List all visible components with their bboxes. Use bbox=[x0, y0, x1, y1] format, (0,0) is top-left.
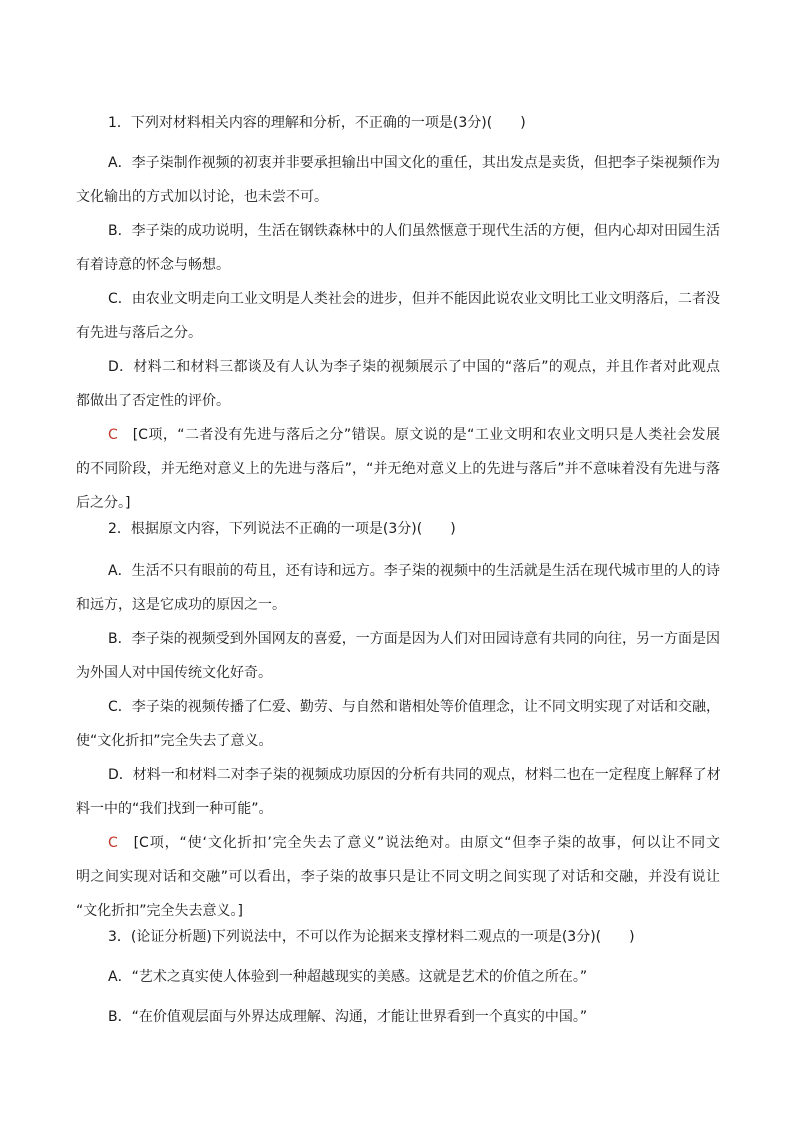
question-1-stem: 1．下列对材料相关内容的理解和分析，不正确的一项是(3分)( ) bbox=[108, 115, 526, 131]
question-1-option-a: A．李子柒制作视频的初衷并非要承担输出中国文化的重任，其出发点是卖货，但把李子柒视频作为 文化输出的方式加以讨论，也未尝不可。 bbox=[76, 155, 720, 205]
answer-letter: C bbox=[108, 835, 118, 851]
question-3-stem: 3．(论证分析题)下列说法中，不可以作为论据来支撑材料二观点的一项是(3分)( ) bbox=[108, 929, 635, 945]
question-2-explanation: C [C项，“使‘文化折扣’完全失去了意义”说法绝对。由原文“但李子柒的故事，何以让不同文 明之间实现对话和交融”可以看出，李子柒的故事只是让不同文明之间实现了对话和交融，并没有说让 “文化折扣”完全失去意义。] bbox=[76, 835, 721, 919]
question-2-option-b: B．李子柒的视频受到外国网友的喜爱，一方面是因为人们对田园诗意有共同的向往，另一方面是因 为外国人对中国传统文化好奇。 bbox=[76, 631, 720, 681]
answer-letter: C bbox=[108, 427, 118, 443]
question-1-option-b: B．李子柒的成功说明，生活在钢铁森林中的人们虽然惬意于现代生活的方便，但内心却对田园生活 有着诗意的怀念与畅想。 bbox=[76, 223, 720, 273]
question-2-option-d: D．材料一和材料二对李子柒的视频成功原因的分析有共同的观点，材料二也在一定程度上解释了材 料一中的“我们找到一种可能”。 bbox=[76, 767, 721, 817]
question-1-option-c: C．由农业文明走向工业文明是人类社会的进步，但并不能因此说农业文明比工业文明落后，二者没 有先进与落后之分。 bbox=[76, 291, 720, 341]
question-2-option-a: A．生活不只有眼前的苟且，还有诗和远方。李子柒的视频中的生活就是生活在现代城市里的人的诗 和远方，这是它成功的原因之一。 bbox=[76, 563, 720, 613]
question-1-explanation: C [C项，“二者没有先进与落后之分”错误。原文说的是“工业文明和农业文明只是人类社会发展 的不同阶段，并无绝对意义上的先进与落后”，“并无绝对意义上的先进与落后”并不意味着没有先进与落 后之分。] bbox=[76, 427, 721, 511]
question-1-option-d: D．材料二和材料三都谈及有人认为李子柒的视频展示了中国的“落后”的观点，并且作者对此观点 都做出了否定性的评价。 bbox=[76, 359, 720, 409]
question-2-option-c: C．李子柒的视频传播了仁爱、勤劳、与自然和谐相处等价值理念，让不同文明实现了对话和交融， 使“文化折扣”完全失去了意义。 bbox=[76, 699, 720, 749]
question-3-option-a: A．“艺术之真实使人体验到一种超越现实的美感。这就是艺术的价值之所在。” bbox=[108, 969, 588, 985]
question-2-stem: 2．根据原文内容，下列说法不正确的一项是(3分)( ) bbox=[108, 521, 456, 537]
question-3-option-b: B．“在价值观层面与外界达成理解、沟通，才能让世界看到一个真实的中国。” bbox=[108, 1009, 588, 1025]
